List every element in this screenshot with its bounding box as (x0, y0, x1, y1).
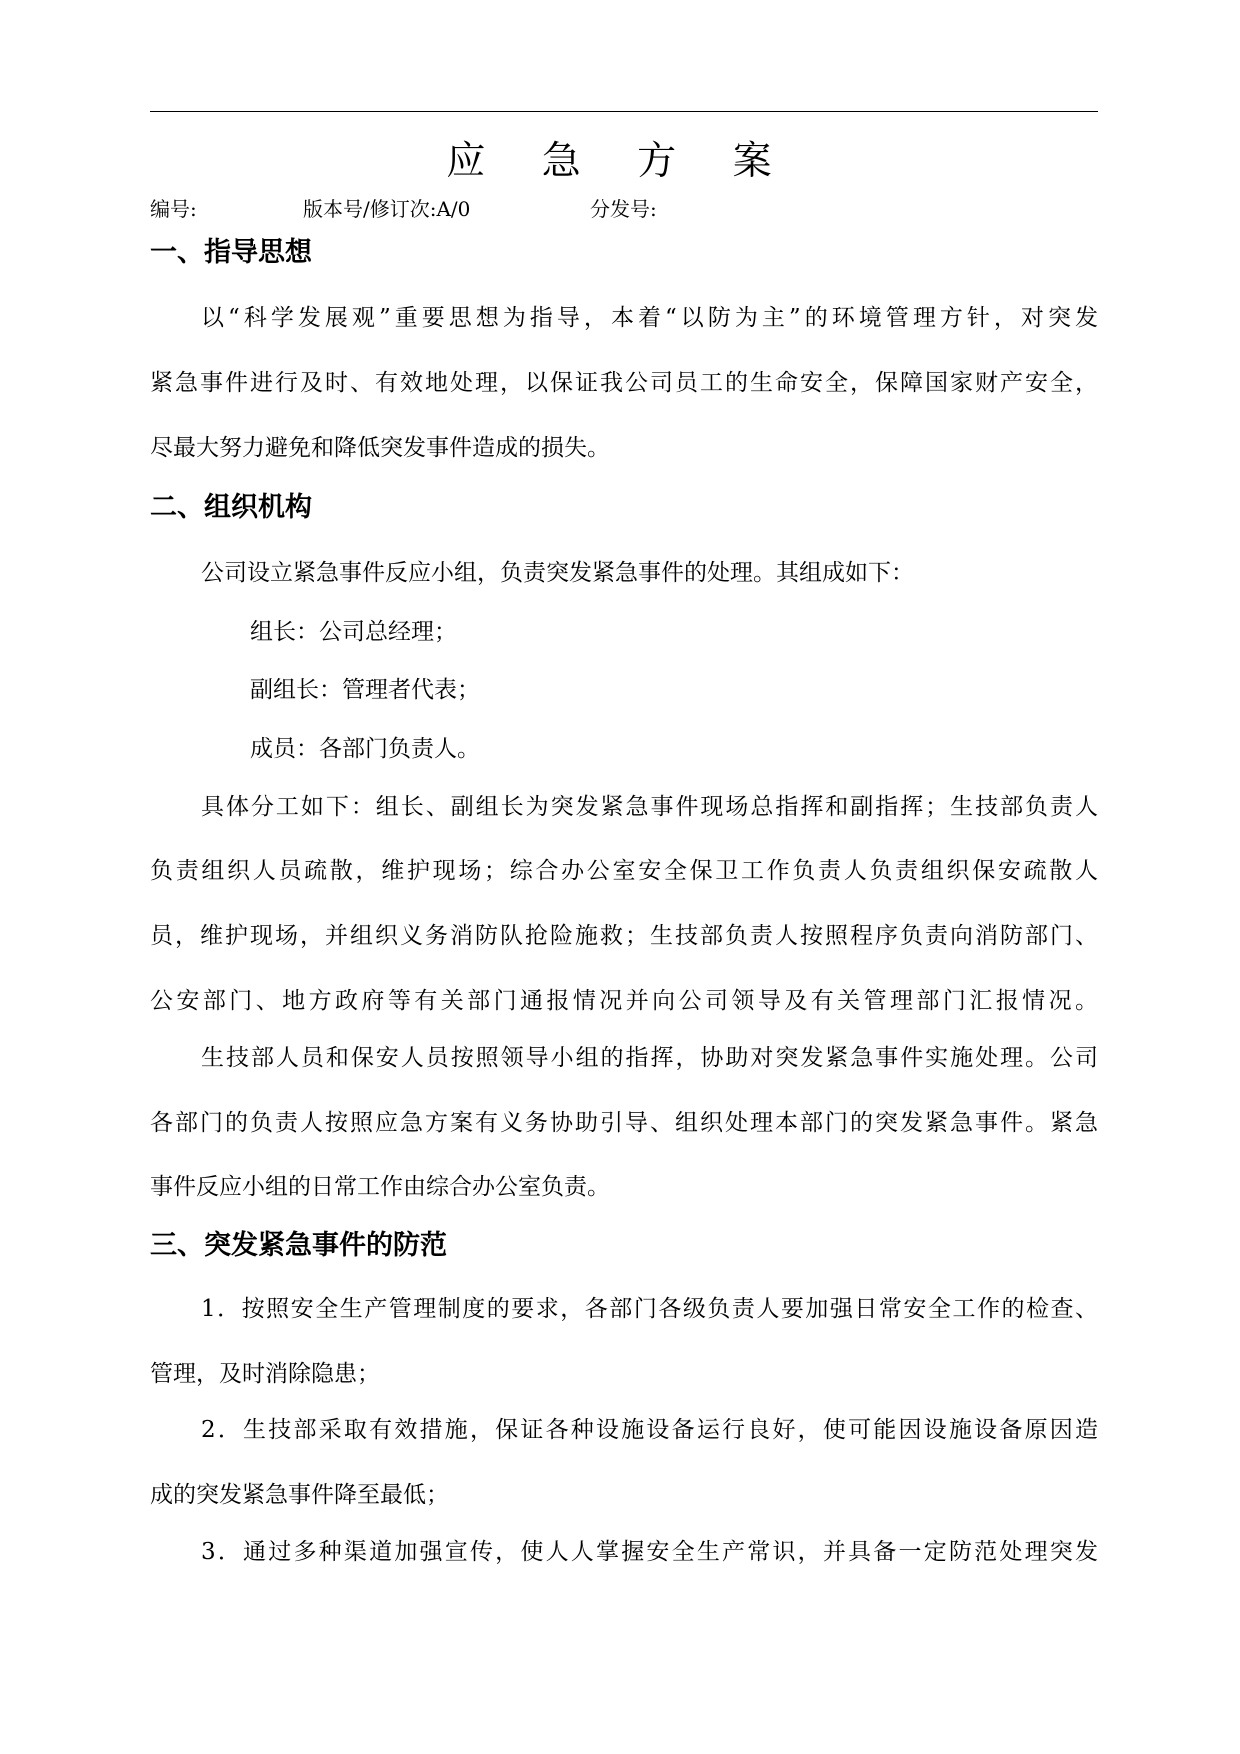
paragraph-line: 事件反应小组的日常工作由综合办公室负责。 (150, 1174, 610, 1200)
section-heading: 二、组织机构 (150, 492, 312, 523)
paragraph-line: 紧急事件进行及时、有效地处理，以保证我公司员工的生命安全，保障国家财产安全， (150, 370, 1098, 396)
paragraph-line: 尽最大努力避免和降低突发事件造成的损失。 (150, 435, 610, 461)
paragraph-line: 各部门的负责人按照应急方案有义务协助引导、组织处理本部门的突发紧急事件。紧急 (150, 1110, 1098, 1136)
member-line: 组长：公司总经理； (250, 619, 457, 645)
document-number-label: 编号: (150, 197, 197, 221)
paragraph-line: 负责组织人员疏散，维护现场；综合办公室安全保卫工作负责人负责组织保安疏散人 (150, 858, 1098, 884)
paragraph-line: 公司设立紧急事件反应小组，负责突发紧急事件的处理。其组成如下： (201, 560, 914, 586)
member-line: 副组长：管理者代表； (250, 677, 480, 703)
list-item-line: 成的突发紧急事件降至最低； (150, 1482, 449, 1508)
distribution-label: 分发号: (590, 197, 657, 221)
paragraph-line: 生技部人员和保安人员按照领导小组的指挥，协助对突发紧急事件实施处理。公司 (201, 1045, 1098, 1071)
version-label: 版本号/修订次:A/0 (303, 197, 471, 221)
document-title: 应 急 方 案 (446, 139, 794, 184)
list-item-line: 1．按照安全生产管理制度的要求，各部门各级负责人要加强日常安全工作的检查、 (201, 1296, 1098, 1322)
list-item-line: 管理，及时消除隐患； (150, 1361, 380, 1387)
section-heading: 一、指导思想 (150, 237, 312, 268)
member-line: 成员：各部门负责人。 (250, 736, 480, 762)
paragraph-line: 公安部门、地方政府等有关部门通报情况并向公司领导及有关管理部门汇报情况。 (150, 988, 1098, 1014)
header-rule (150, 111, 1098, 112)
section-heading: 三、突发紧急事件的防范 (150, 1230, 447, 1261)
list-item-line: 3．通过多种渠道加强宣传，使人人掌握安全生产常识，并具备一定防范处理突发 (201, 1539, 1098, 1565)
paragraph-line: 具体分工如下：组长、副组长为突发紧急事件现场总指挥和副指挥；生技部负责人 (201, 794, 1098, 820)
paragraph-line: 员，维护现场，并组织义务消防队抢险施救；生技部负责人按照程序负责向消防部门、 (150, 923, 1098, 949)
paragraph-line: 以“科学发展观”重要思想为指导，本着“以防为主”的环境管理方针，对突发 (201, 305, 1098, 331)
list-item-line: 2．生技部采取有效措施，保证各种设施设备运行良好，使可能因设施设备原因造 (201, 1417, 1098, 1443)
